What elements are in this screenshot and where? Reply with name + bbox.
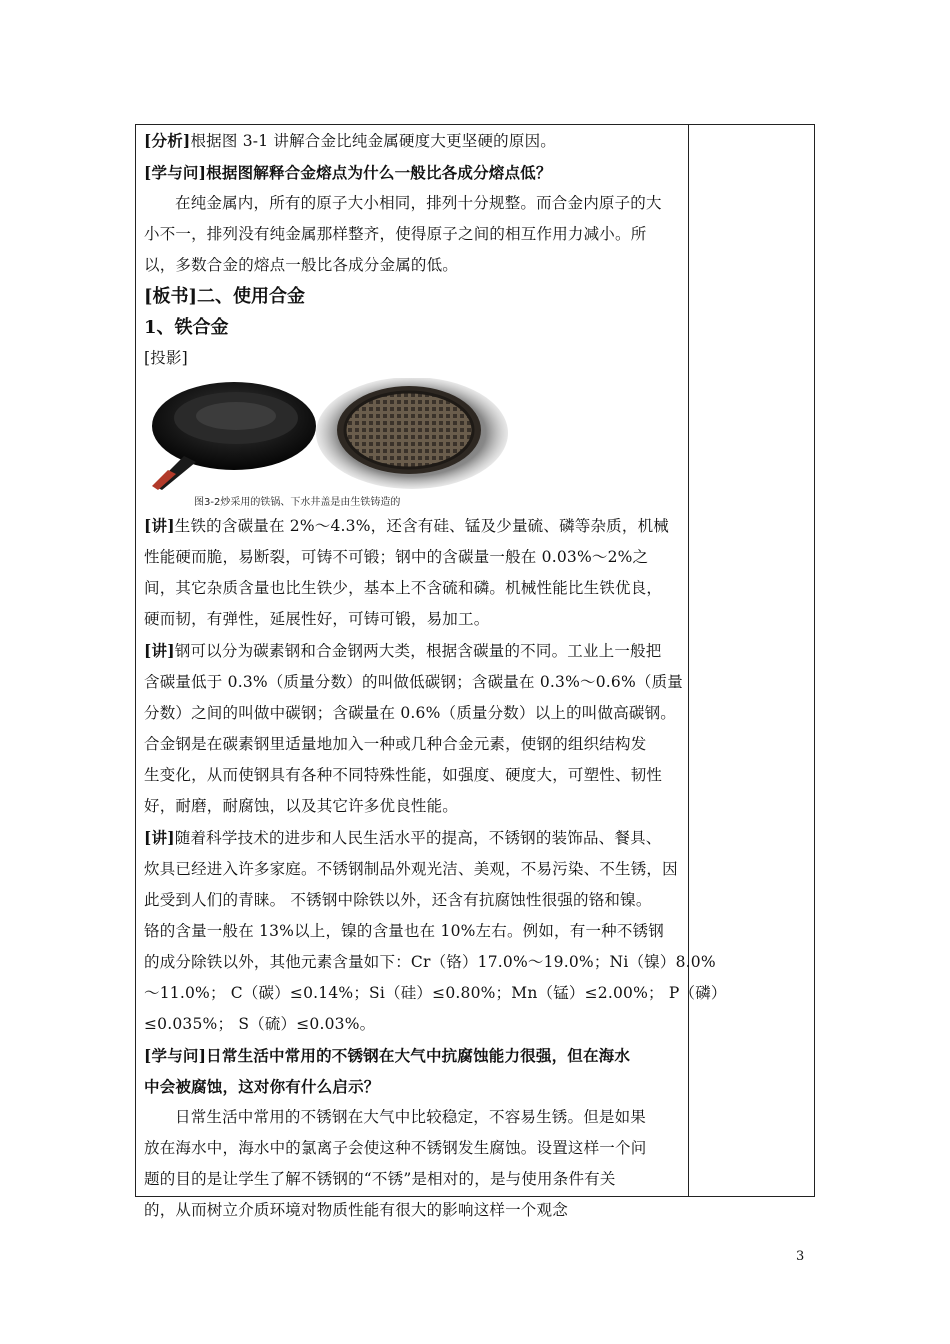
lecture-3-line-5: 的成分除铁以外，其他元素含量如下：Cr（铬）17.0%～19.0%；Ni（镍）8.0% [144,953,716,971]
projection-label: [投影] [144,349,188,367]
column-divider [688,125,689,1196]
figure-wok-and-manhole [144,378,514,508]
lecture-3-line-4: 铬的含量一般在 13%以上，镍的含量也在 10%左右。例如，有一种不锈钢 [144,922,664,940]
analysis-paragraph [144,125,682,157]
lecture-1-line-1 [144,510,682,542]
answer-1-line-2: 小不一，排列没有纯金属那样整齐，使得原子之间的相互作用力减小。所 [144,225,647,243]
lecture-3-tag: [讲] [144,828,175,847]
page-number: 3 [796,1249,805,1264]
lecture-3-line-6: ～11.0%； C（碳）≤0.14%；Si（硅）≤0.80%；Mn（锰）≤2.00%； P（磷） [144,984,727,1002]
lecture-3-text-1: 随着科学技术的进步和人民生活水平的提高，不锈钢的装饰品、餐具、 [174,829,662,847]
wok-image [152,382,316,490]
board-heading: [板书]二、使用合金 [144,286,306,307]
lecture-2-line-5: 生变化，从而使钢具有各种不同特殊性能，如强度、硬度大，可塑性、韧性 [144,766,663,784]
lecture-2-line-2: 含碳量低于 0.3%（质量分数）的叫做低碳钢；含碳量在 0.3%～0.6%（质量 [144,673,683,691]
lecture-1-line-2: 性能硬而脆，易断裂，可铸不可锻；钢中的含碳量一般在 0.03%～2%之 [144,548,649,566]
lecture-3-line-1 [144,822,682,854]
lecture-3-line-2: 炊具已经进入许多家庭。不锈钢制品外观光洁、美观，不易污染、不生锈，因 [144,860,678,878]
lecture-1-line-4: 硬而韧，有弹性，延展性好，可铸可锻，易加工。 [144,610,490,628]
main-column [144,125,727,1226]
question-2-line-2: 中会被腐蚀，这对你有什么启示？ [144,1077,380,1096]
figure-illustration [144,378,514,496]
lecture-1-tag: [讲] [144,516,175,535]
answer-1-line-1: 在纯金属内，所有的原子大小相同，排列十分规整。而合金内原子的大 [175,194,662,212]
question-1: [学与问]根据图解释合金熔点为什么一般比各成分熔点低？ [144,163,552,182]
answer-1-line-3: 以，多数合金的熔点一般比各成分金属的低。 [144,256,459,274]
lecture-2-text-1: 钢可以分为碳素钢和合金钢两大类，根据含碳量的不同。工业上一般把 [174,642,662,660]
lesson-table [135,124,815,1219]
lecture-2-line-3: 分数）之间的叫做中碳钢；含碳量在 0.6%（质量分数）以上的叫做高碳钢。 [144,704,677,722]
lecture-2-line-1 [144,635,682,667]
question-2-line-1: [学与问]日常生活中常用的不锈钢在大气中抗腐蚀能力很强，但在海水 [144,1046,631,1065]
analysis-text: 根据图 3-1 讲解合金比纯金属硬度大更坚硬的原因。 [190,132,556,150]
answer-2-line-4: 的，从而树立介质环境对物质性能有很大的影响这样一个观念 [144,1201,568,1219]
lecture-1-text-1: 生铁的含碳量在 2%～4.3%，还含有硅、锰及少量硫、磷等杂质，机械 [174,517,669,535]
answer-2-line-3: 题的目的是让学生了解不锈钢的“不锈”是相对的，是与使用条件有关 [144,1170,616,1188]
lecture-2-line-6: 好，耐磨，耐腐蚀，以及其它许多优良性能。 [144,797,459,815]
lecture-3-line-7: ≤0.035%； S（硫）≤0.03%。 [144,1015,376,1033]
answer-2-line-2: 放在海水中，海水中的氯离子会使这种不锈钢发生腐蚀。设置这样一个问 [144,1139,647,1157]
lecture-2-tag: [讲] [144,641,175,660]
lecture-1-line-3: 间，其它杂质含量也比生铁少，基本上不含硫和磷。机械性能比生铁优良， [144,579,663,597]
lecture-2-line-4: 合金钢是在碳素钢里适量地加入一种或几种合金元素，使钢的组织结构发 [144,735,647,753]
analysis-tag: [分析] [144,131,191,150]
section-heading-iron-alloy: 1、铁合金 [144,317,229,338]
answer-2-line-1: 日常生活中常用的不锈钢在大气中比较稳定，不容易生锈。但是如果 [175,1108,647,1126]
lecture-3-line-3: 此受到人们的青睐。 不锈钢中除铁以外，还含有抗腐蚀性很强的铬和镍。 [144,891,652,909]
figure-caption: 图3-2炒采用的铁锅、下水井盖是由生铁铸造的 [194,497,401,508]
manhole-cover-image [316,378,508,489]
